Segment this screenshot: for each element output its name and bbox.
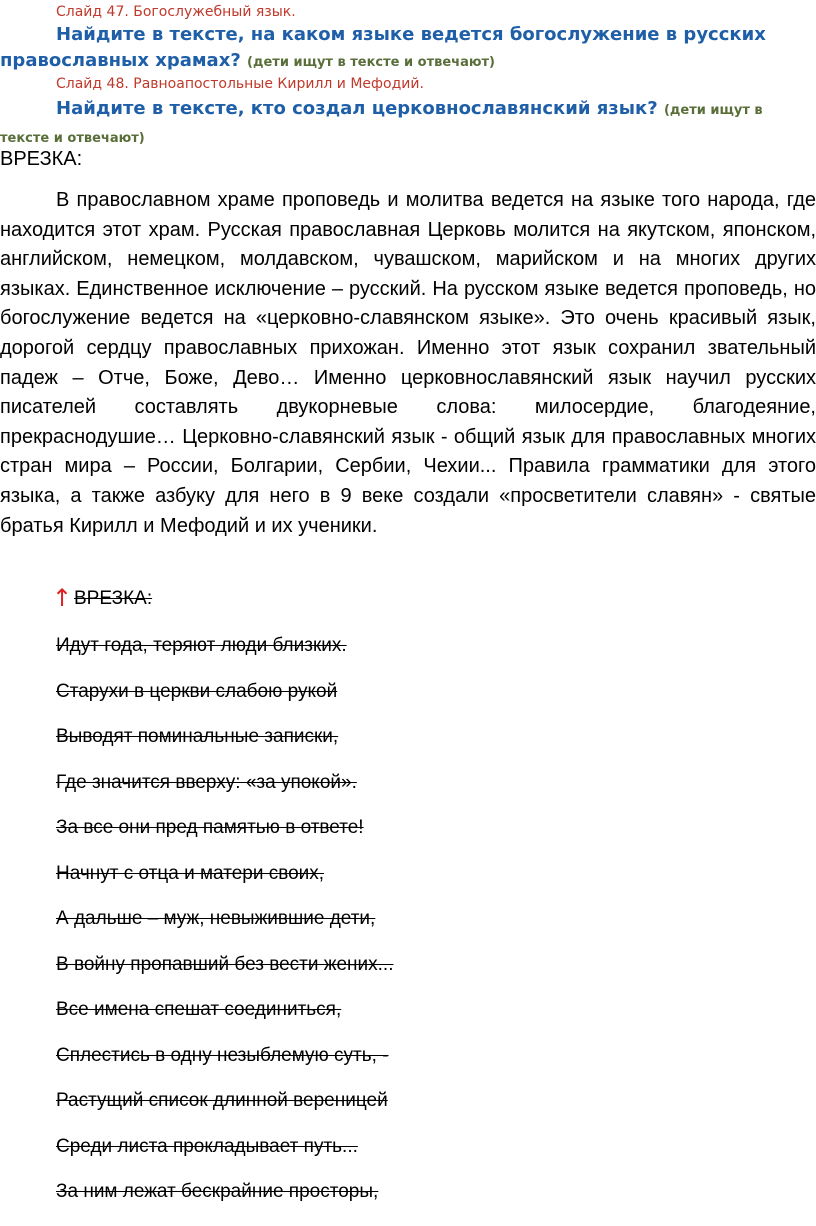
poem-line: Растущий список длинной вереницей: [56, 1090, 388, 1111]
poem-line: Начнут с отца и матери своих,: [56, 862, 325, 884]
question-1-note: (дети ищут в тексте и отвечают): [247, 55, 495, 70]
poem-line: Выводят поминальные записки,: [56, 726, 339, 747]
poem-line: За ним лежат бескрайние просторы,: [56, 1181, 379, 1202]
question-1-text: Найдите в тексте, на каком языке ведется богослужение в русских православных храмах?: [0, 24, 766, 71]
struck-inset-title: ВРЕЗКА:: [74, 588, 153, 609]
question-2-note: (дети ищут в тексте и отвечают): [0, 103, 763, 146]
red-arrow-up-icon: ↑: [52, 584, 73, 612]
question-1: [0, 22, 816, 76]
poem-line: Старухи в церкви слабою рукой: [56, 680, 338, 702]
poem-line: Среди листа прокладывает путь...: [56, 1135, 358, 1157]
poem-line: Идут года, теряют люди близких.: [56, 635, 347, 656]
poem-line: Сплестись в одну незыблемую суть, -: [56, 1044, 389, 1066]
poem-line: В войну пропавший без вести жених...: [56, 953, 394, 975]
question-2: [0, 96, 816, 152]
slide-47-label: Слайд 47. Богослужебный язык.: [56, 4, 296, 20]
inset-title: ВРЕЗКА:: [0, 148, 83, 170]
poem-line: Где значится вверху: «за упокой».: [56, 771, 357, 793]
poem-line: За все они пред памятью в ответе!: [56, 817, 364, 838]
question-2-text: Найдите в тексте, кто создал церковнославянский язык?: [56, 98, 658, 119]
slide-48-label: Слайд 48. Равноапостольные Кирилл и Мефодий.: [56, 76, 424, 92]
poem-list: [56, 634, 393, 1226]
main-paragraph: В православном храме проповедь и молитва ведется на языке того народа, где находится этот храм. Русская православная Церковь молится на якутском, японском, английском, немецком, молдавском, чувашском, марийском и на многих других языках. Единственное исключение – русский. На русском языке ведется проповедь, но богослужение ведется на «церковно-славянском языке». Это очень красивый язык, дорогой сердцу православных прихожан. Именно этот язык сохранил звательный падеж – Отче, Боже, Дево… Именно церковнославянский язык научил русских писателей составлять двукорневые слова: милосердие, благодеяние, прекраснодушие… Церковно-славянский язык - общий язык для православных многих стран мира – России, Болгарии, Сербии, Чехии... Правила грамматики для этого языка, а также азбуку для него в 9 веке создали «просветители славян» - святые братья Кирилл и Мефодий и их ученики.: [0, 189, 816, 537]
poem-line: А дальше – муж, невыжившие дети,: [56, 908, 376, 929]
poem-line: Все имена спешат соединиться,: [56, 999, 342, 1020]
